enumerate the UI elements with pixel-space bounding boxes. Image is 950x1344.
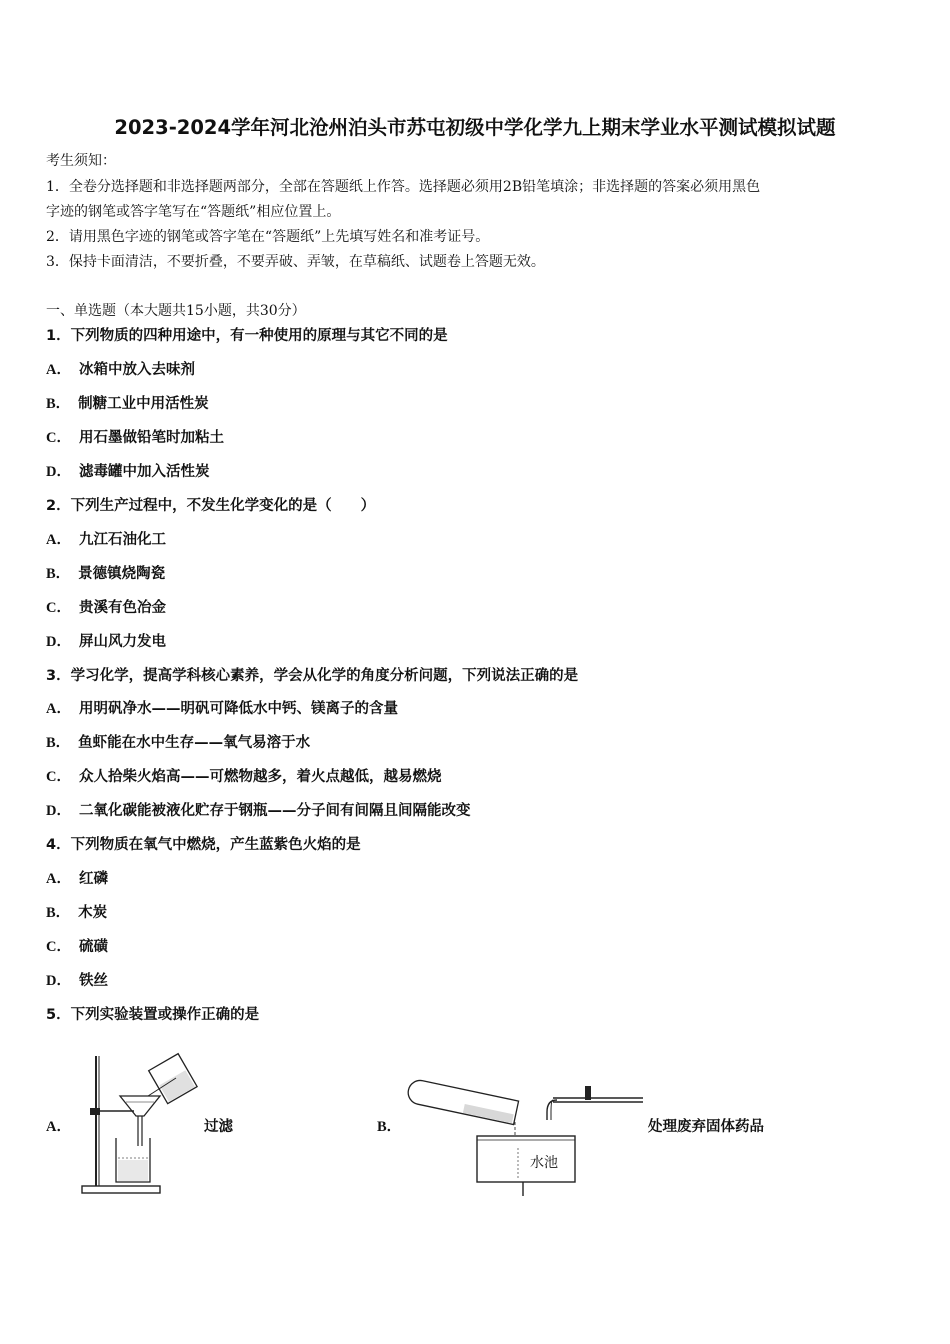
option <box>46 633 166 651</box>
option-label: C． <box>46 769 71 785</box>
question-stem: 2．下列生产过程中，不发生化学变化的是（ ） <box>46 498 376 514</box>
option-label: B． <box>46 735 71 751</box>
sink-disposal-figure <box>405 1078 650 1198</box>
figure-a-label: A． <box>46 1119 71 1135</box>
option-text: 滤毒罐中加入活性炭 <box>78 464 210 480</box>
option-label: B． <box>46 566 71 582</box>
filtration-apparatus-figure <box>76 1048 206 1198</box>
option-text: 景德镇烧陶瓷 <box>78 566 166 582</box>
option-label: A． <box>46 532 71 548</box>
notice-item: 字迹的钢笔或答字笔写在“答题纸”相应位置上。 <box>46 204 341 220</box>
sink-label: 水池 <box>530 1155 558 1171</box>
option-label: C． <box>46 430 71 446</box>
option <box>46 531 166 549</box>
question-stem: 1．下列物质的四种用途中，有一种使用的原理与其它不同的是 <box>46 328 448 344</box>
option-label: C． <box>46 939 71 955</box>
option-text: 九江石油化工 <box>78 532 166 548</box>
option-text: 二氧化碳能被液化贮存于钢瓶——分子间有间隔且间隔能改变 <box>78 803 471 819</box>
question-stem: 3．学习化学，提高学科核心素养，学会从化学的角度分析问题，下列说法正确的是 <box>46 668 579 684</box>
notice-heading: 考生须知： <box>46 153 116 169</box>
option-label: B． <box>46 396 71 412</box>
option-text: 硫磺 <box>78 939 108 955</box>
option-label: D． <box>46 634 71 650</box>
option <box>46 395 209 413</box>
option <box>46 938 108 956</box>
option-text: 铁丝 <box>78 973 108 989</box>
question-stem: 5．下列实验装置或操作正确的是 <box>46 1007 260 1023</box>
option-label: A． <box>46 701 71 717</box>
notice-item: 3．保持卡面清洁，不要折叠，不要弄破、弄皱，在草稿纸、试题卷上答题无效。 <box>46 254 545 270</box>
figure-a-caption: 过滤 <box>204 1119 233 1135</box>
option-text: 红磷 <box>78 871 108 887</box>
option <box>46 700 398 718</box>
option <box>46 565 165 583</box>
option-label: A． <box>46 871 71 887</box>
option <box>46 361 195 379</box>
question-stem: 4．下列物质在氧气中燃烧，产生蓝紫色火焰的是 <box>46 837 361 853</box>
option <box>46 429 224 447</box>
option <box>46 768 441 786</box>
notice-item: 2．请用黑色字迹的钢笔或答字笔在“答题纸”上先填写姓名和准考证号。 <box>46 229 490 245</box>
exam-title: 2023-2024学年河北沧州泊头市苏屯初级中学化学九上期末学业水平测试模拟试题 <box>114 116 836 139</box>
option-text: 众人拾柴火焰高——可燃物越多，着火点越低，越易燃烧 <box>78 769 442 785</box>
option <box>46 599 166 617</box>
option <box>46 870 108 888</box>
option-text: 冰箱中放入去味剂 <box>78 362 195 378</box>
notice-item: 1．全卷分选择题和非选择题两部分，全部在答题纸上作答。选择题必须用2B铅笔填涂；非选择题的答案必须用黑色 <box>46 179 761 195</box>
option <box>46 972 108 990</box>
option-text: 用明矾净水——明矾可降低水中钙、镁离子的含量 <box>78 701 398 717</box>
figure-b-caption: 处理废弃固体药品 <box>648 1119 764 1135</box>
option <box>46 904 107 922</box>
option <box>46 463 209 481</box>
option-label: A． <box>46 362 71 378</box>
option-label: D． <box>46 973 71 989</box>
option-label: D． <box>46 464 71 480</box>
option-label: C． <box>46 600 71 616</box>
option-text: 用石墨做铅笔时加粘土 <box>78 430 224 446</box>
figure-b-label: B． <box>377 1119 402 1135</box>
option-label: B． <box>46 905 71 921</box>
section-heading: 一、单选题（本大题共15小题，共30分） <box>46 303 306 319</box>
option-text: 屏山风力发电 <box>78 634 166 650</box>
option-text: 制糖工业中用活性炭 <box>78 396 209 412</box>
option-text: 鱼虾能在水中生存——氧气易溶于水 <box>78 735 311 751</box>
option <box>46 734 310 752</box>
option-text: 贵溪有色冶金 <box>78 600 166 616</box>
option <box>46 802 470 820</box>
option-text: 木炭 <box>78 905 108 921</box>
option-label: D． <box>46 803 71 819</box>
